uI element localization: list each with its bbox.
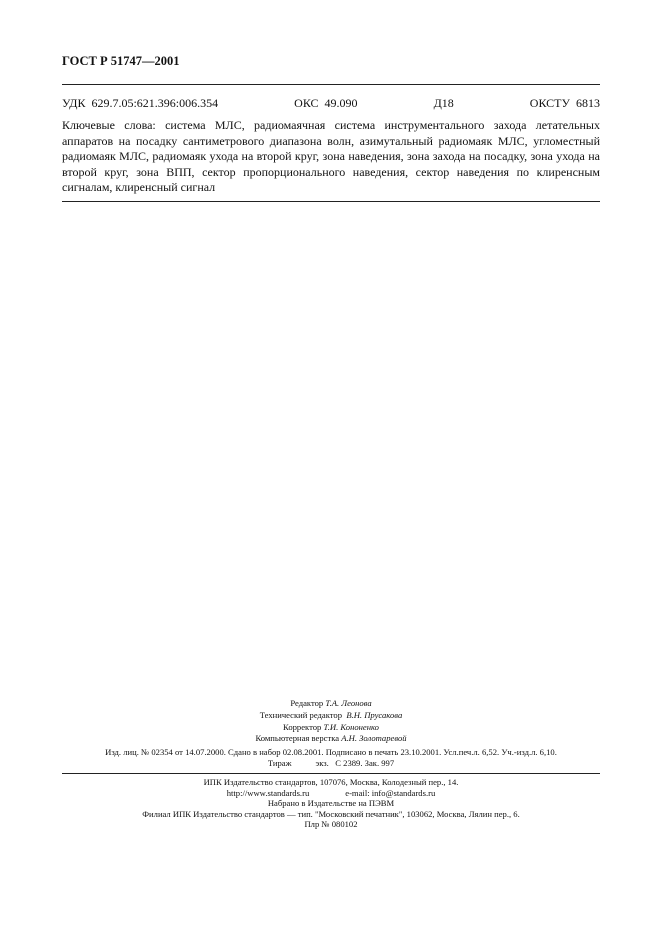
- divider: [62, 84, 600, 85]
- credit-line: [62, 733, 600, 745]
- printer-address: Филиал ИПК Издательство стандартов — тип. "Московский печатник", 103062, Москва, Лялин пер., 6.: [142, 808, 520, 819]
- email-link[interactable]: e-mail: info@standards.ru: [345, 787, 436, 798]
- credit-role: Компьютерная верстка: [255, 733, 340, 744]
- udk-code: УДК 629.7.05:621.396:006.354: [62, 96, 219, 110]
- divider: [62, 773, 600, 774]
- credit-name: Т.А. Леонова: [325, 698, 372, 708]
- divider: [62, 201, 600, 202]
- publication-line: [62, 758, 600, 769]
- publication-info: [62, 747, 600, 769]
- credit-line: [62, 698, 600, 710]
- publisher-contacts: [62, 788, 600, 799]
- keywords: Ключевые слова: система МЛС, радиомаячная система инструментального захода летательных аппаратов на посадку сантиметрового диапазона волн, азимутальный радиомаяк МЛС, угломестный радиомаяк МЛС, радиомаяк ухода на второй круг, зона наведения, зона захода на посадку, зона ухода на второй круг, зона ВПП, сектор пропорционального наведения, сектор наведения по клиренсным сигналам, клиренсный сигнал: [62, 118, 600, 195]
- credit-role: Технический редактор: [259, 709, 343, 720]
- credit-name: Т.И. Кононенко: [323, 721, 379, 732]
- publication-line: Изд. лиц. № 02354 от 14.07.2000. Сдано в набор 02.08.2001. Подписано в печать 23.10.2001. Усл.печ.л. 6,52. Уч.-изд.л. 6,10.: [105, 747, 557, 757]
- credit-line: [62, 722, 600, 734]
- credit-role: Редактор: [290, 698, 324, 708]
- okstu-code: ОКСТУ 6813: [529, 96, 600, 110]
- credit-role: Корректор: [283, 721, 322, 732]
- typeset-note: Набрано в Издательстве на ПЭВМ: [267, 798, 395, 809]
- standard-title: ГОСТ Р 51747—2001: [62, 54, 180, 68]
- publisher-footer: [62, 777, 600, 830]
- credits: [62, 698, 600, 745]
- publisher-address: ИПК Издательство стандартов, 107076, Москва, Колодезный пер., 14.: [203, 777, 459, 787]
- order-info: С 2389. Зак. 997: [335, 758, 395, 768]
- credit-line: [62, 710, 600, 722]
- classification-codes: [62, 96, 600, 111]
- group-code: Д18: [433, 96, 454, 110]
- oks-code: ОКС 49.090: [294, 96, 358, 110]
- website-link[interactable]: http://www.standards.ru: [226, 787, 310, 798]
- credit-name: А.Н. Золотаревой: [341, 733, 407, 744]
- tirazh-label: Тираж: [267, 758, 292, 768]
- license-number: Плр № 080102: [304, 819, 358, 830]
- credit-name: В.Н. Прусакова: [346, 709, 403, 720]
- copies-label: экз.: [315, 758, 329, 768]
